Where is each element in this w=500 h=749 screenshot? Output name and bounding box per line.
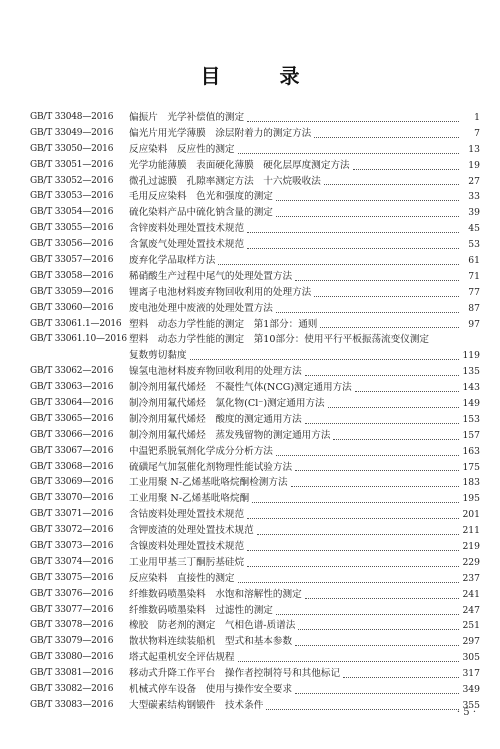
entry-title: 偏光片用光学薄膜 涂层附着力的测定方法: [129, 127, 312, 139]
standard-code: GB/T 33058—2016: [30, 270, 114, 281]
toc-entry[interactable]: [30, 237, 480, 253]
toc-entry[interactable]: [30, 587, 480, 603]
entry-page-number: 27: [468, 175, 480, 187]
entry-title: 大型碳素结构钢锻件 技术条件: [129, 699, 264, 711]
entry-title: 复数剪切黏度: [129, 350, 187, 362]
entry-page-number: 317: [462, 668, 480, 680]
dot-leader: [432, 343, 459, 344]
dot-leader: [257, 533, 459, 535]
dot-leader: [276, 199, 459, 201]
standard-code: GB/T 33063—2016: [30, 382, 114, 393]
standard-code: GB/T 33051—2016: [30, 159, 114, 170]
toc-entry[interactable]: [30, 428, 480, 444]
toc-entry[interactable]: [30, 698, 480, 714]
entry-title: 制冷剂用氟代烯烃 酸度的测定通用方法: [129, 413, 302, 425]
dot-leader: [218, 263, 459, 265]
entry-title: 含氰废气处理处置技术规范: [129, 239, 245, 251]
entry-page-number: 195: [462, 493, 480, 505]
entry-page-number: 355: [462, 699, 480, 711]
standard-code: GB/T 33048—2016: [30, 111, 114, 122]
entry-title: 硫磺尾气加氢催化剂物理性能试验方法: [129, 461, 293, 473]
entry-page-number: 201: [462, 509, 480, 521]
entry-title: 镍氢电池材料废弃物回收利用的处理方法: [129, 366, 302, 378]
entry-title: 含钾废渣的处理处置技术规范: [129, 525, 254, 537]
entry-page-number: 71: [468, 270, 480, 282]
dot-leader: [328, 406, 459, 408]
entry-page-number: 1: [474, 111, 480, 123]
entry-title: 制冷剂用氟代烯烃 蒸发残留物的测定通用方法: [129, 429, 331, 441]
dot-leader: [343, 676, 459, 678]
entry-title: 硫化染料产品中硫化钠含量的测定: [129, 207, 273, 219]
dot-leader: [247, 120, 459, 122]
toc-entry[interactable]: [30, 348, 480, 364]
toc-entry[interactable]: [30, 571, 480, 587]
dot-leader: [247, 565, 459, 567]
toc-entry[interactable]: [30, 396, 480, 412]
table-of-contents: [30, 110, 480, 714]
toc-entry[interactable]: [30, 650, 480, 666]
standard-code: GB/T 33057—2016: [30, 255, 114, 265]
toc-entry[interactable]: [30, 189, 480, 205]
toc-entry[interactable]: [30, 491, 480, 507]
standard-code: GB/T 33050—2016: [30, 143, 114, 154]
entry-title: 橡胶 防老剂的测定 气相色谱-质谱法: [129, 620, 296, 632]
entry-page-number: 219: [462, 541, 480, 553]
dot-leader: [276, 613, 459, 615]
entry-title: 纤维数码喷墨染料 水饱和溶解性的测定: [129, 588, 302, 600]
entry-title: 毛用反应染料 色光和强度的测定: [129, 191, 273, 203]
entry-title: 机械式停车设备 使用与操作安全要求: [129, 684, 293, 696]
dot-leader: [353, 168, 459, 170]
entry-page-number: 39: [468, 207, 480, 219]
entry-page-number: 247: [462, 604, 480, 616]
entry-title: 含钴废料处理处置技术规范: [129, 509, 245, 521]
dot-leader: [355, 390, 459, 392]
entry-title: 锂离子电池材料废弃物回收利用的处理方法: [129, 286, 312, 298]
entry-page-number: 183: [462, 477, 480, 489]
entry-title: 塑料 动态力学性能的测定 第10部分：使用平行平板振荡流变仪测定: [129, 334, 430, 346]
toc-entry[interactable]: [30, 205, 480, 221]
entry-title: 反应染料 直接性的测定: [129, 572, 235, 584]
standard-code: GB/T 33055—2016: [30, 223, 114, 234]
dot-leader: [247, 517, 459, 519]
standard-code: GB/T 33049—2016: [30, 127, 114, 138]
standard-code: GB/T 33064—2016: [30, 398, 114, 409]
entry-page-number: 349: [462, 684, 480, 696]
toc-entry[interactable]: [30, 332, 480, 348]
entry-page-number: 7: [474, 127, 480, 139]
toc-entry[interactable]: [30, 126, 480, 142]
entry-title: 散状物料连续装船机 型式和基本参数: [129, 636, 293, 648]
entry-title: 移动式升降工作平台 操作者控制符号和其他标记: [129, 668, 341, 680]
entry-title: 光学功能薄膜 表面硬化薄膜 硬化层厚度测定方法: [129, 159, 350, 171]
entry-page-number: 211: [462, 525, 480, 537]
dot-leader: [276, 454, 459, 456]
standard-code: GB/T 33054—2016: [30, 207, 114, 218]
toc-entry[interactable]: [30, 317, 480, 333]
entry-page-number: 149: [462, 398, 480, 410]
entry-title: 含锌废料处理处置技术规范: [129, 223, 245, 235]
entry-title: 制冷剂用氟代烯烃 氯化物(Cl⁻)测定通用方法: [129, 398, 325, 410]
toc-entry[interactable]: [30, 253, 480, 269]
entry-page-number: 45: [468, 223, 480, 235]
toc-entry[interactable]: [30, 682, 480, 698]
dot-leader: [305, 597, 459, 599]
dot-leader: [238, 152, 459, 154]
entry-page-number: 157: [462, 429, 480, 441]
dot-leader: [295, 692, 459, 694]
standard-code: GB/T 33065—2016: [30, 413, 114, 424]
dot-leader: [314, 295, 459, 297]
dot-leader: [295, 469, 459, 471]
toc-entry[interactable]: [30, 619, 480, 635]
standard-code: GB/T 33052—2016: [30, 175, 114, 186]
toc-entry[interactable]: [30, 475, 480, 491]
standard-code: GB/T 33056—2016: [30, 239, 114, 250]
dot-leader: [320, 326, 459, 328]
entry-page-number: 77: [468, 286, 480, 298]
entry-page-number: 119: [462, 350, 480, 362]
toc-entry[interactable]: [30, 158, 480, 174]
standard-code: GB/T 33053—2016: [30, 191, 114, 202]
dot-leader: [324, 183, 459, 185]
standard-code: GB/T 33061.10—2016: [30, 334, 127, 345]
entry-page-number: 237: [462, 572, 480, 584]
entry-title: 制冷剂用氟代烯烃 不凝性气体(NCG)测定通用方法: [129, 382, 352, 394]
toc-entry[interactable]: [30, 555, 480, 571]
standard-code: GB/T 33075—2016: [30, 572, 114, 583]
standard-code: GB/T 33080—2016: [30, 652, 114, 663]
dot-leader: [298, 628, 459, 630]
dot-leader: [266, 708, 459, 710]
dot-leader: [291, 485, 459, 487]
standard-code: GB/T 33079—2016: [30, 636, 114, 647]
dot-leader: [276, 215, 459, 217]
entry-page-number: 163: [462, 445, 480, 457]
entry-title: 中温钯系脱氧剂化学成分分析方法: [129, 445, 273, 457]
entry-title: 偏振片 光学补偿值的测定: [129, 111, 245, 123]
entry-title: 纤维数码喷墨染料 过滤性的测定: [129, 604, 273, 616]
entry-page-number: 87: [468, 302, 480, 314]
standard-code: GB/T 33082—2016: [30, 684, 114, 695]
toc-entry[interactable]: [30, 380, 480, 396]
dot-leader: [295, 644, 459, 646]
entry-page-number: 297: [462, 636, 480, 648]
entry-page-number: 229: [462, 556, 480, 568]
entry-page-number: 251: [462, 620, 480, 632]
toc-entry[interactable]: [30, 110, 480, 126]
page-title: 目 录: [200, 64, 326, 88]
toc-entry[interactable]: [30, 174, 480, 190]
entry-title: 稀硝酸生产过程中尾气的处理处置方法: [129, 270, 293, 282]
entry-title: 废电池处理中废液的处理处置方法: [129, 302, 273, 314]
standard-code: GB/T 33066—2016: [30, 429, 114, 440]
toc-entry[interactable]: [30, 285, 480, 301]
toc-entry[interactable]: [30, 364, 480, 380]
standard-code: GB/T 33083—2016: [30, 699, 114, 710]
entry-page-number: 13: [468, 143, 480, 155]
entry-page-number: 19: [468, 159, 480, 171]
standard-code: GB/T 33078—2016: [30, 620, 114, 631]
standard-code: GB/T 33059—2016: [30, 286, 114, 297]
dot-leader: [238, 660, 459, 662]
dot-leader: [295, 279, 459, 281]
entry-page-number: 53: [468, 239, 480, 251]
toc-entry[interactable]: [30, 539, 480, 555]
entry-title: 微孔过滤膜 孔隙率测定方法 十六烷吸收法: [129, 175, 321, 187]
entry-title: 废弃化学品取样方法: [129, 255, 216, 266]
entry-title: 工业用聚 N-乙烯基吡咯烷酮检测方法: [129, 477, 288, 489]
toc-entry[interactable]: [30, 221, 480, 237]
standard-code: GB/T 33069—2016: [30, 477, 114, 488]
toc-entry[interactable]: [30, 412, 480, 428]
entry-title: 反应染料 反应性的测定: [129, 143, 235, 155]
dot-leader: [247, 247, 459, 249]
dot-leader: [247, 549, 459, 551]
page-number: · 5 ·: [456, 707, 476, 718]
standard-code: GB/T 33076—2016: [30, 588, 114, 599]
standard-code: GB/T 33074—2016: [30, 556, 114, 567]
dot-leader: [314, 136, 459, 138]
toc-entry[interactable]: [30, 507, 480, 523]
standard-code: GB/T 33071—2016: [30, 509, 114, 520]
dot-leader: [305, 374, 459, 376]
dot-leader: [333, 438, 459, 440]
dot-leader: [305, 422, 459, 424]
entry-title: 含镍废料处理处置技术规范: [129, 541, 245, 553]
entry-title: 塑料 动态力学性能的测定 第1部分：通则: [129, 318, 318, 330]
toc-entry[interactable]: [30, 444, 480, 460]
toc-entry[interactable]: [30, 666, 480, 682]
entry-page-number: 33: [468, 191, 480, 203]
toc-entry[interactable]: [30, 301, 480, 317]
standard-code: GB/T 33070—2016: [30, 493, 114, 504]
toc-entry[interactable]: [30, 603, 480, 619]
entry-title: 工业用甲基三丁酮肟基硅烷: [129, 556, 245, 568]
toc-entry[interactable]: [30, 269, 480, 285]
entry-title: 工业用聚 N-乙烯基吡咯烷酮: [129, 493, 250, 505]
entry-page-number: 305: [462, 652, 480, 664]
toc-entry[interactable]: [30, 460, 480, 476]
dot-leader: [276, 311, 459, 313]
dot-leader: [190, 358, 459, 360]
dot-leader: [238, 581, 459, 583]
standard-code: GB/T 33068—2016: [30, 461, 114, 472]
standard-code: GB/T 33062—2016: [30, 366, 114, 377]
entry-page-number: 153: [462, 413, 480, 425]
toc-entry[interactable]: [30, 634, 480, 650]
standard-code: GB/T 33060—2016: [30, 302, 114, 313]
standard-code: GB/T 33073—2016: [30, 541, 114, 552]
entry-page-number: 61: [468, 255, 480, 266]
dot-leader: [252, 501, 459, 503]
entry-page-number: 97: [468, 318, 480, 330]
standard-code: GB/T 33061.1—2016: [30, 318, 122, 329]
standard-code: GB/T 33081—2016: [30, 668, 114, 679]
toc-entry[interactable]: [30, 142, 480, 158]
toc-entry[interactable]: [30, 523, 480, 539]
entry-page-number: 135: [462, 366, 480, 378]
dot-leader: [247, 231, 459, 233]
entry-page-number: 175: [462, 461, 480, 473]
standard-code: GB/T 33077—2016: [30, 604, 114, 615]
standard-code: GB/T 33067—2016: [30, 445, 114, 456]
standard-code: GB/T 33072—2016: [30, 525, 114, 536]
entry-page-number: 241: [462, 588, 480, 600]
entry-page-number: 143: [462, 382, 480, 394]
entry-title: 塔式起重机安全评估规程: [129, 652, 235, 664]
